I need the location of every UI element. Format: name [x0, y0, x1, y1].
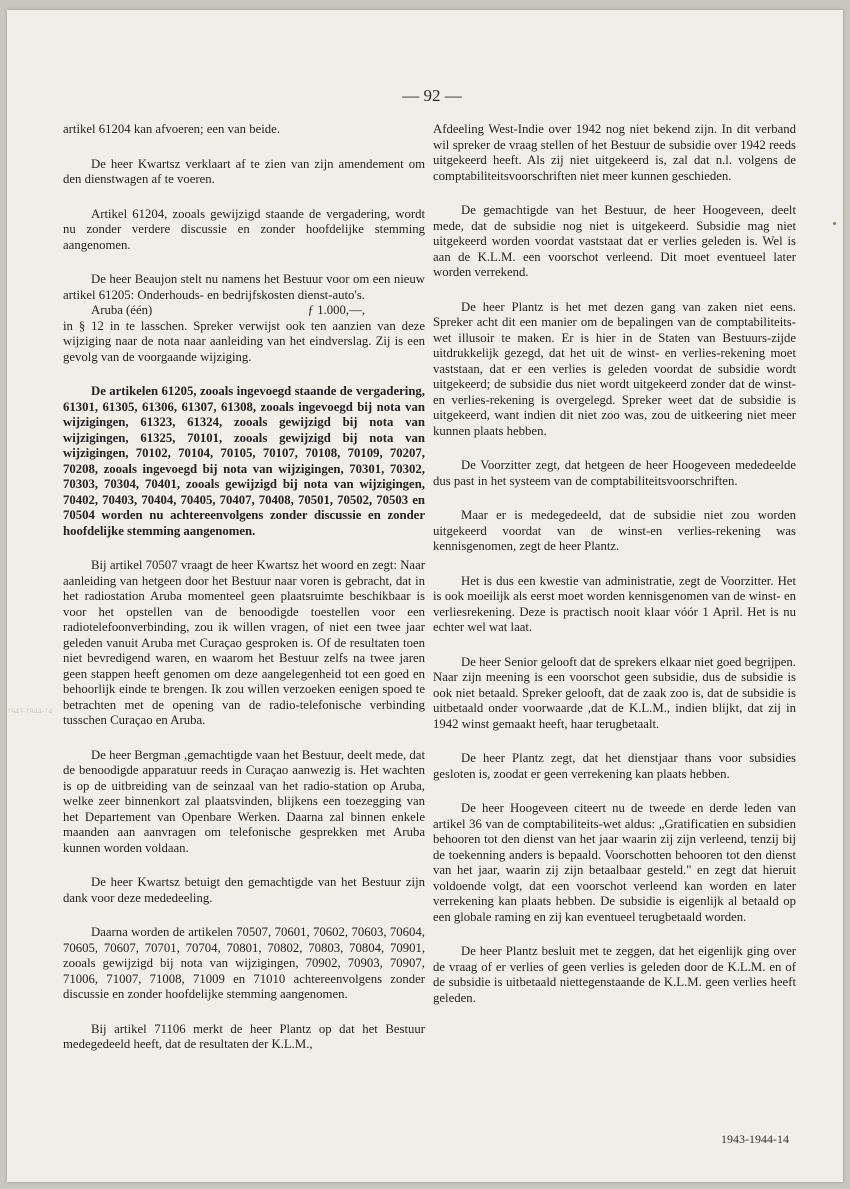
- paragraph: Afdeeling West-Indie over 1942 nog niet bekend zijn. In dit verband wil spreker de vraag stellen of het Bestuur de subsidie over 1942 reeds uitgekeerd heeft. Als zij niet uitgekeerd is, zal dat n.l. volgens de comptabiliteitsvoorschriften niet meer kunnen geschieden.: [433, 122, 796, 183]
- paragraph: De heer Beaujon stelt nu namens het Bestuur voor om een nieuw artikel 61205: Onderhouds- en bedrijfskosten dienst-auto's.: [63, 272, 425, 302]
- footer-code: 1943-1944-14: [721, 1132, 789, 1146]
- paragraph: De heer Plantz is het met dezen gang van zaken niet eens. Spreker acht dit een manier om de bepalingen van de comptabiliteits-wet illusoir te maken. Er is hier in de Staten van Bestuurs-zijde uitdrukkelijk gezegd, dat het uit de winst- en verlies-rekening moet vaststaan, dat er een verlies is geleden voordat de subsidie wordt uitgekeerd; de subsidie dus niet wordt uitgekeerd zonder dat de winst- en verlies-rekening is overgelegd. Spreker weet dat de subsidie is uitgekeerd, want indien dit niet zoo was, zou de uitkeering niet meer kunnen plaats hebben.: [433, 299, 796, 438]
- amount-label: Aruba (één): [91, 303, 153, 317]
- ink-dot: [833, 222, 836, 225]
- paragraph-articles: Daarna worden de artikelen 70507, 70601, 70602, 70603, 70604, 70605, 70607, 70701, 70704, 70801, 70802, 70803, 70804, 70901, zooals gewijzigd bij nota van wijzigingen, 70902, 70903, 70907, 71006, 71007, 71008, 71009 en 71010 achtereenvolgens zonder discussie en zonder hoofdelijke stemming aangenomen.: [63, 925, 425, 1001]
- amount-value: ƒ 1.000,—,: [307, 303, 365, 317]
- paragraph: De heer Hoogeveen citeert nu de tweede en derde leden van artikel 36 van de comptabiliteits-wet aldus: „Gratificatien en subsidien behooren tot den dienst van het jaar waarin zij zijn verleend, tenzij bij de toekenning anders is bepaald. Voorschotten behooren tot den dienst van het jaar, waarin zij zijn betaalbaar gesteld." en zegt dat hieruit voldoende volgt, dat een voorschot verleend kan worden en later verrekening kan plaats hebben. De subsidie is eigenlijk al betaald op een globale raming en zij kan eventueel terugbetaald worden.: [433, 801, 796, 924]
- paragraph: Het is dus een kwestie van administratie, zegt de Voorzitter. Het is ook moeilijk als eerst moet worden kennisgenomen van de winst- en verliesrekening. Deze is practisch nooit klaar vóór 1 April. Het is nu echter wel wat laat.: [433, 573, 796, 634]
- left-column: [63, 122, 425, 1072]
- document-page: [7, 10, 843, 1182]
- paragraph: De Voorzitter zegt, dat hetgeen de heer Hoogeveen mededeelde dus past in het systeem van de comptabiliteitsvoorschriften.: [433, 458, 796, 488]
- paragraph: De heer Kwartsz verklaart af te zien van zijn amendement om den dienstwagen af te voeren.: [63, 156, 425, 186]
- side-mark: 1943-1944-14: [7, 707, 53, 713]
- paragraph: Bij artikel 71106 merkt de heer Plantz op dat het Bestuur medegedeeld heeft, dat de resultaten der K.L.M.,: [63, 1021, 425, 1051]
- paragraph: De heer Bergman ,gemachtigde vaan het Bestuur, deelt mede, dat de benoodigde apparatuur reeds in Curaçao aanwezig is. Het wachten is op de uitbreiding van de seinzaal van het radio-station op Aruba, welke zeer binnenkort zal plaatsvinden, blijkens een toezegging van het Departement van Openbare Werken. Daarna zal binnen enkele maanden aan aanvragen om telefonische gesprekken met Aruba kunnen worden voldaan.: [63, 747, 425, 855]
- paragraph-articles: De artikelen 61205, zooals ingevoegd staande de vergadering, 61301, 61305, 61306, 61307, 61308, zooals ingevoegd bij nota van wijzigingen, 61323, 61324, zooals gewijzigd bij nota van wijzigingen, 61325, 70101, zooals gewijzigd bij nota van wijzigingen, 70102, 70104, 70105, 70107, 70108, 70109, 70207, 70208, zooals ingevoegd bij nota van wijzigingen, 70301, 70302, 70303, 70304, 70401, zooals gewijzigd bij nota van wijzigingen, 70402, 70403, 70404, 70405, 70407, 70408, 70501, 70502, 70503 en 70504 worden nu achtereenvolgens zonder discussie en zonder hoofdelijke stemming aangenomen.: [63, 384, 425, 538]
- paragraph: De heer Kwartsz betuigt den gemachtigde van het Bestuur zijn dank voor deze mededeeling.: [63, 875, 425, 905]
- paragraph: De heer Plantz zegt, dat het dienstjaar thans voor subsidies gesloten is, zoodat er geen verrekening kan plaats hebben.: [433, 751, 796, 781]
- page-number: — 92 —: [402, 86, 462, 105]
- amount-line: [63, 303, 425, 319]
- paragraph: De heer Senior gelooft dat de sprekers elkaar niet goed begrijpen. Naar zijn meening is een voorschot geen subsidie, dus de subsidie is ook niet betaald. Spreker gelooft, dat de zaak zoo is, dat de subsidie is uitbetaald onder voorwaarde ,dat de K.L.M., indien blijkt, dat zij in 1942 winst gemaakt heeft, haar terugbetaalt.: [433, 654, 796, 731]
- paragraph: artikel 61204 kan afvoeren; een van beide.: [63, 122, 281, 136]
- right-column: [433, 122, 796, 1025]
- paragraph: De heer Plantz besluit met te zeggen, dat het eigenlijk ging over de vraag of er verlies of geen verlies is geleden door de K.L.M. en of de subsidie is uitbetaald niettegenstaande de K.L.M. geen verlies heeft geleden.: [433, 944, 796, 1005]
- paragraph: in § 12 in te lasschen. Spreker verwijst ook ten aanzien van deze wijziging naar de nota naar aanleiding van het eindverslag. Zij is een gevolg van de voorgaande wijziging.: [63, 318, 425, 364]
- paragraph: Bij artikel 70507 vraagt de heer Kwartsz het woord en zegt: Naar aanleiding van hetgeen door het Bestuur naar voren is gebracht, dat in het radiostation Aruba momenteel geen plaatsruimte beschikbaar is voor het opstellen van de benoodigde toestellen voor een radiotelefoonverbinding, zou ik willen vragen, of niet een twee jaar geleden vanuit Aruba met Curaçao gesproken is. Of de resultaten toen niet bevredigend waren, en waarom het Bestuur zelfs na twee jaren geen stappen heeft genomen om deze aangelegenheid tot een goed en behoorlijk einde te brengen. Ik zou willen verzoeken eenigen spoed te betrachten met de opening van de radio-telefonische verbinding tusschen Curaçao en Aruba.: [63, 558, 425, 727]
- paragraph: Maar er is medegedeeld, dat de subsidie niet zou worden uitgekeerd voordat van de winst-en verlies-rekening was kennisgenomen, zegt de heer Plantz.: [433, 508, 796, 553]
- paragraph: Artikel 61204, zooals gewijzigd staande de vergadering, wordt nu zonder verdere discussie en zonder hoofdelijke stemming aangenomen.: [63, 206, 425, 252]
- paragraph: De gemachtigde van het Bestuur, de heer Hoogeveen, deelt mede, dat de subsidie nog niet is uitgekeerd. Subsidie mag niet uitgekeerd worden voordat vaststaat dat er verlies geleden is. Wel is aan de K.L.M. een voorschot verleend. Dit moet eventueel later worden verrekend.: [433, 203, 796, 279]
